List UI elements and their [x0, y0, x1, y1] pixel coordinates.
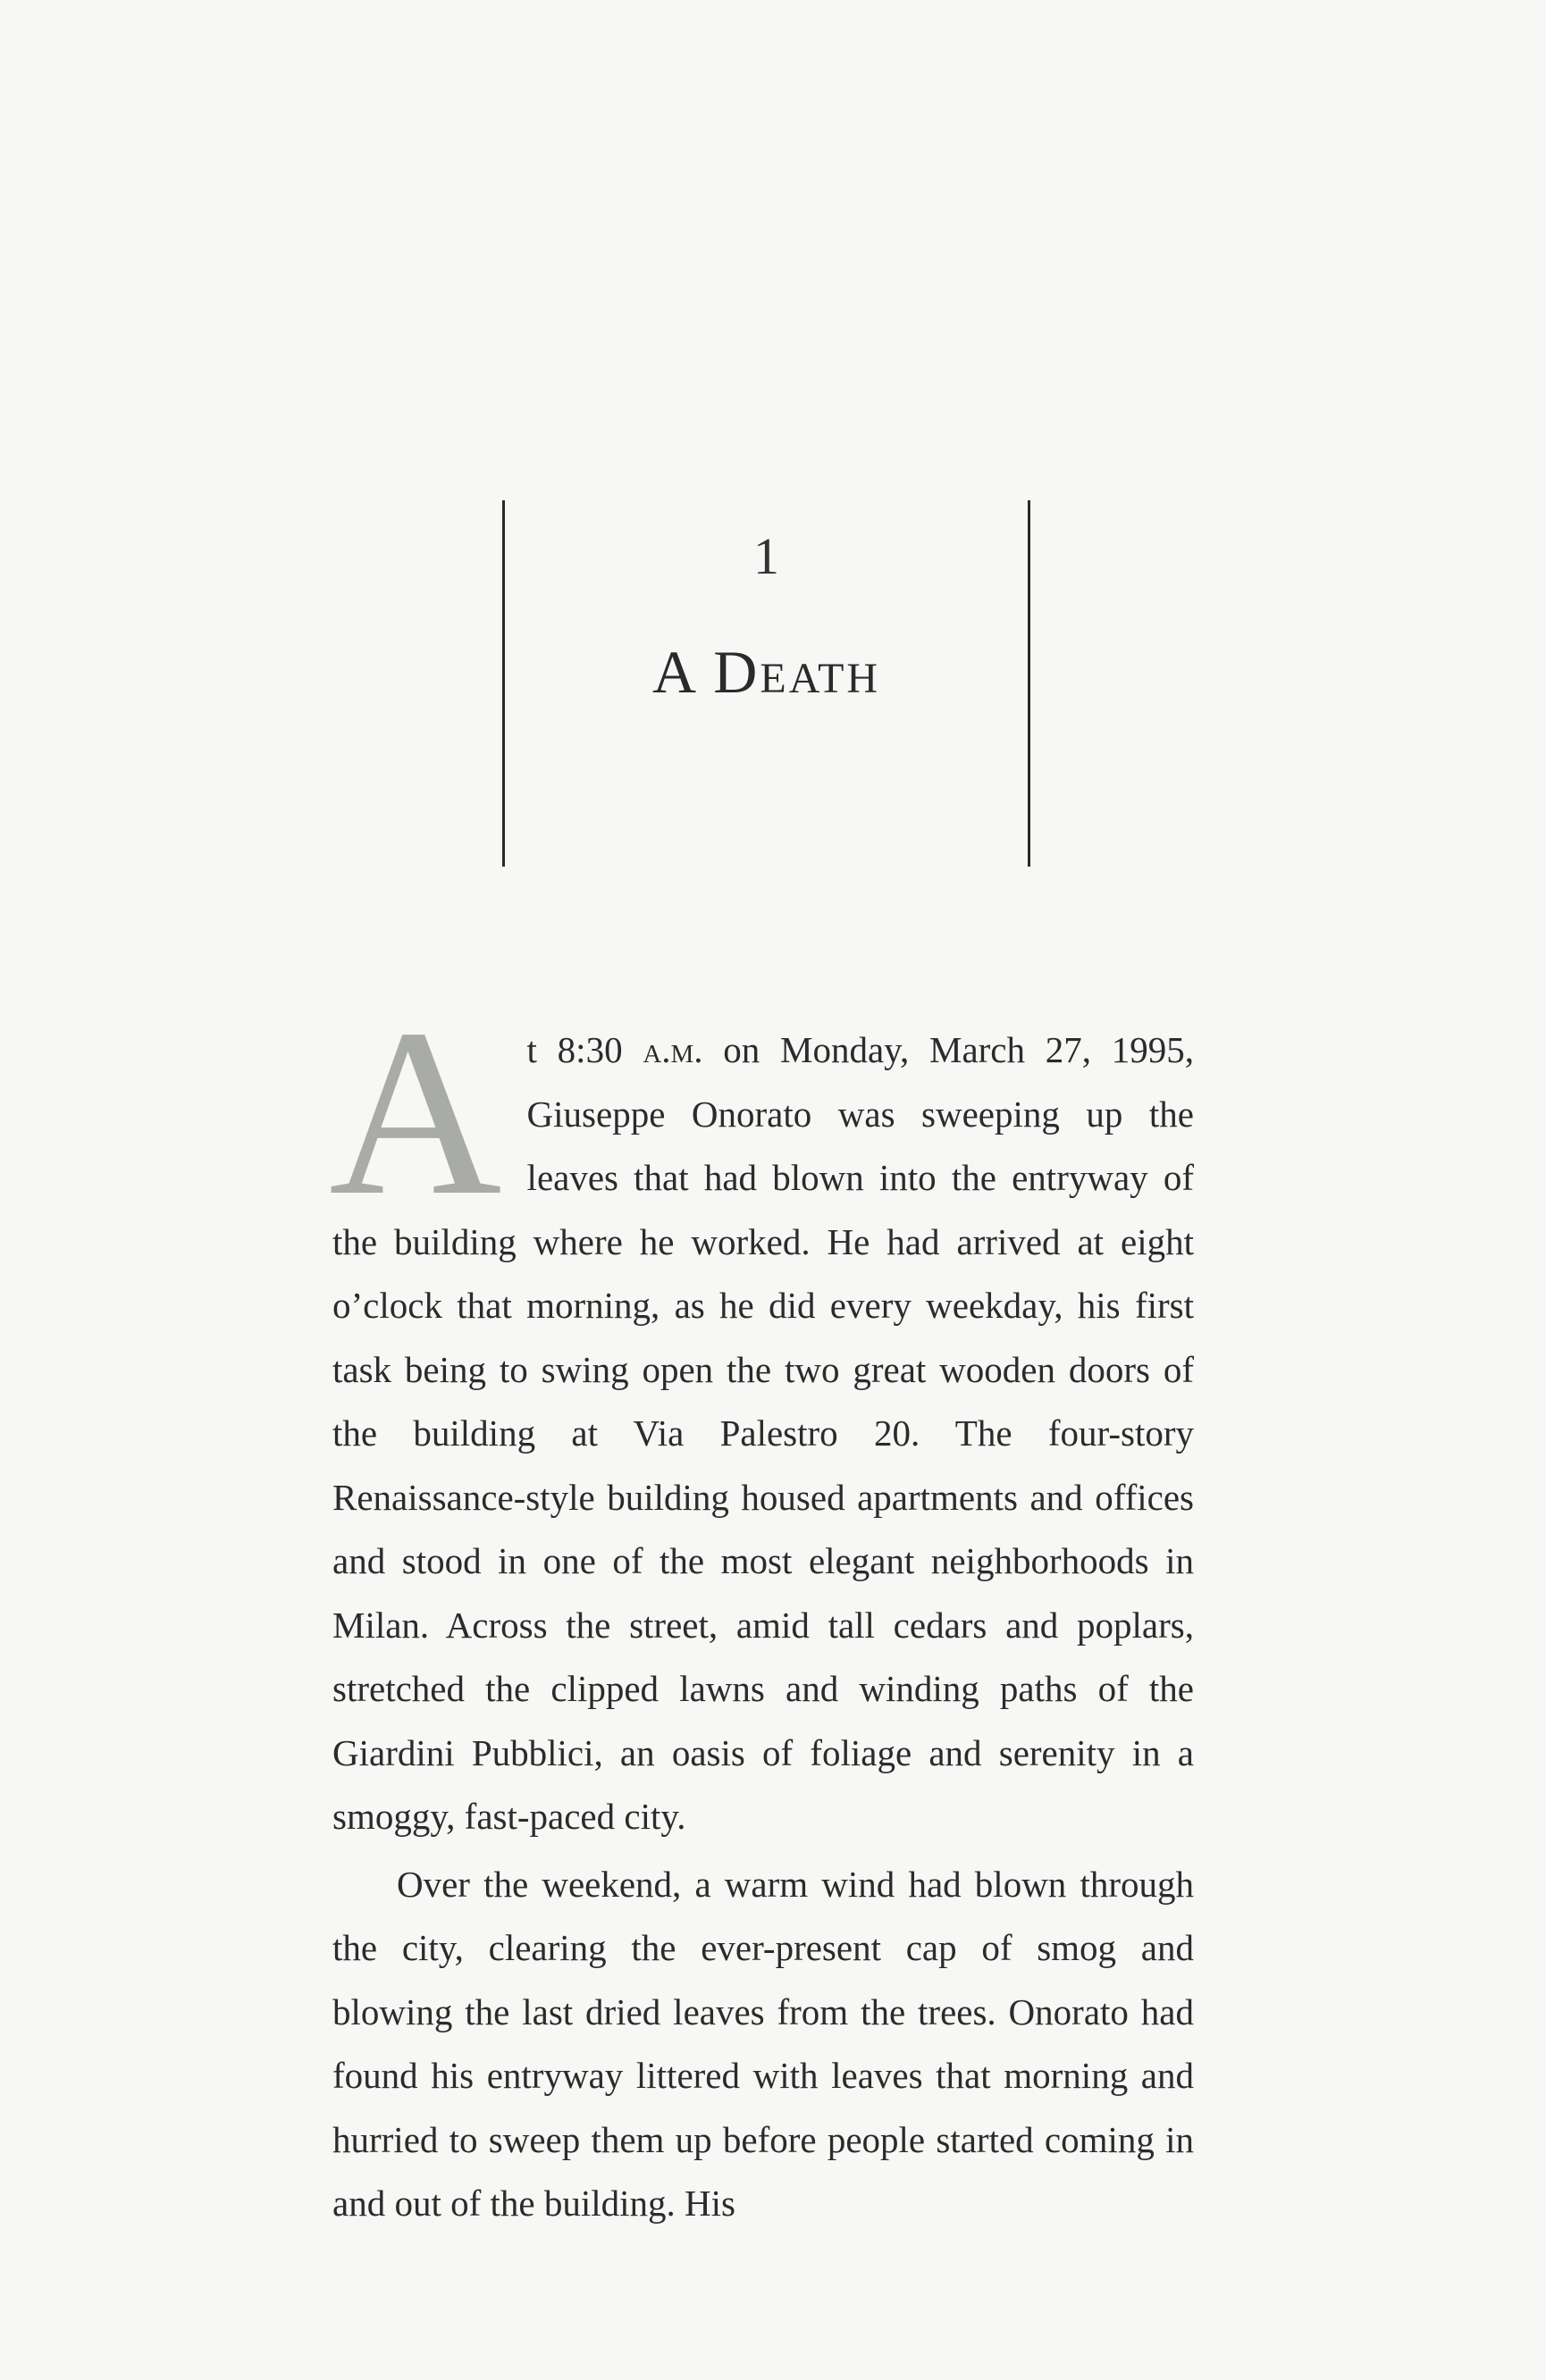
paragraph-1: [329, 979, 1194, 1849]
paragraph-1-rest: on Monday, March 27, 1995, Giuseppe Onorato was sweeping up the leaves that had blown into the entryway of the building where he worked. He had arrived at eight o’clock that morning, as he did every weekday, his first task being to swing open the two great wooden doors of the building at Via Palestro 20. The four-story Renaissance-style building housed apartments and offices and stood in one of the most elegant neighborhoods in Milan. Across the street, amid tall cedars and poplars, stretched the clipped lawns and winding paths of the Giardini Pubblici, an oasis of foliage and serenity in a smoggy, fast-paced city.: [332, 1029, 1194, 1837]
chapter-title: A Death: [651, 638, 881, 706]
time-ampm: a.m.: [643, 1029, 703, 1070]
chapter-number: 1: [753, 527, 779, 585]
chapter-body: [329, 979, 1194, 2236]
paragraph-2: Over the weekend, a warm wind had blown through the city, clearing the ever-present cap of smog and blowing the last dried leaves from the trees. Onorato had found his entryway littered with leaves that morning and hurried to sweep them up before people started coming in and out of the building. His: [332, 1863, 1194, 2224]
drop-cap: A: [329, 979, 502, 1244]
paragraph-1-start: t 8:30: [526, 1029, 643, 1070]
